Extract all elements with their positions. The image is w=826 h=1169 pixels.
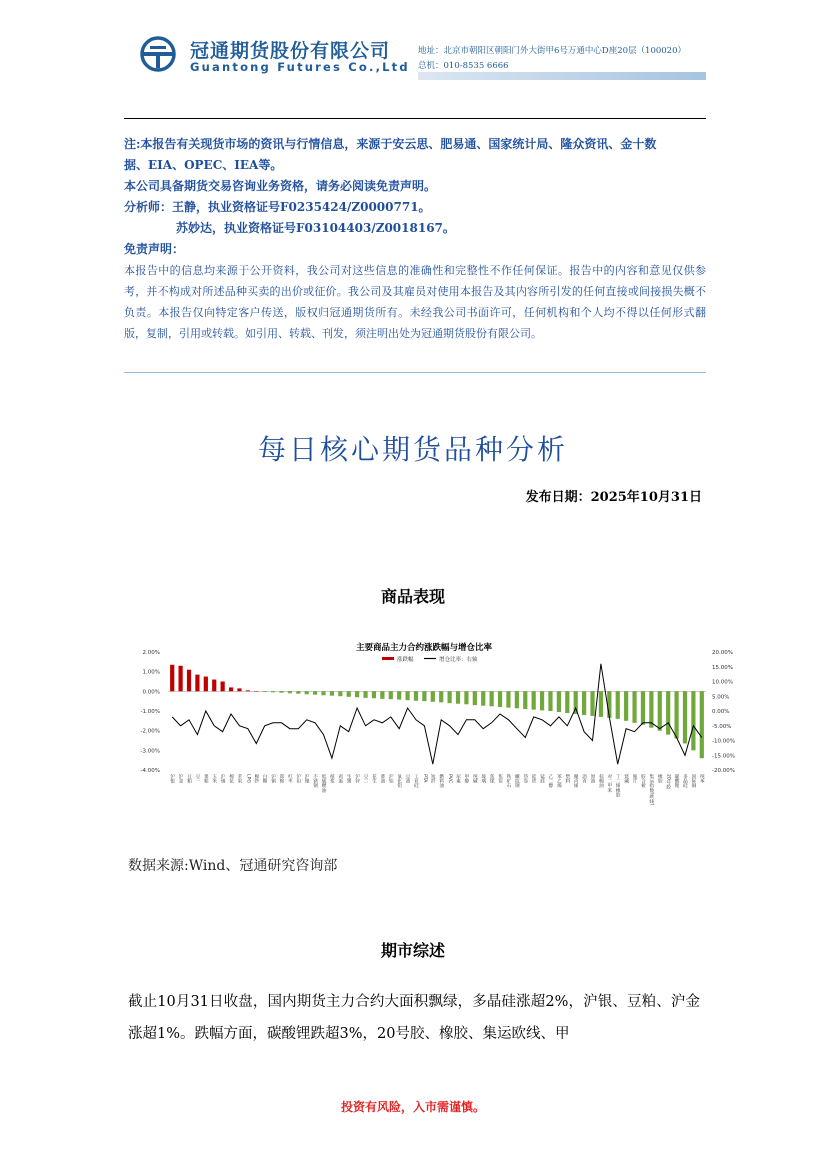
bar-change [330, 691, 334, 695]
category-tick-label: 沪镍 [304, 774, 310, 784]
category-tick-label: 胶合板 [640, 774, 646, 788]
category-tick-label: 塑料 [564, 774, 570, 784]
company-name-cn: 冠通期货股份有限公司 [190, 40, 391, 62]
analyst-line: 苏妙达，执业资格证号F03104403/Z0018167。 [176, 221, 455, 235]
category-tick-label: 20号胶 [665, 774, 671, 790]
category-tick-label: 豆二 [363, 774, 369, 784]
category-tick-label: 棉纱 [253, 774, 259, 784]
bar-change [271, 691, 275, 692]
bar-change [221, 682, 225, 692]
bar-change [473, 691, 477, 705]
bar-change [422, 691, 426, 701]
bar-change [321, 691, 325, 695]
category-tick-label: 纯苯 [699, 774, 705, 784]
company-phone: 总机：010-8535 6666 [418, 61, 509, 71]
category-tick-label: 低硫燃油 [321, 774, 327, 793]
left-axis-tick-label: 2.00% [142, 650, 160, 656]
category-tick-label: 纯碱 [472, 774, 478, 784]
bar-change [212, 680, 216, 692]
bar-change [296, 691, 300, 693]
notice-divider [124, 372, 706, 373]
category-tick-label: 白糖 [262, 774, 268, 784]
category-tick-label: 热卷 [522, 774, 528, 784]
notice-line: 注:本报告有关现货市场的资讯与行情信息，来源于安云思、肥易通、国家统计局、隆众资讯、金十数 [124, 137, 657, 151]
category-tick-label: 沪银 [169, 774, 175, 784]
legend-label-change: 涨跌幅 [397, 657, 414, 663]
header-decorative-bar [418, 72, 706, 80]
section-heading-performance: 商品表现 [380, 587, 445, 606]
bar-change [389, 691, 393, 699]
category-tick-label: 沪铜 [270, 774, 276, 784]
bar-change [523, 691, 527, 709]
bar-change [204, 677, 208, 692]
bar-change [666, 691, 670, 734]
bar-change [674, 691, 678, 738]
bar-change [363, 691, 367, 697]
category-tick-label: 沪铅 [295, 774, 301, 784]
bar-change [372, 691, 376, 698]
category-tick-label: 乙二醇 [547, 774, 553, 788]
bar-change [263, 691, 267, 692]
bar-change [590, 691, 594, 716]
bar-change [229, 687, 233, 691]
bar-change [624, 691, 628, 721]
category-tick-label: LPG [245, 774, 251, 783]
bar-change [456, 691, 460, 703]
category-tick-label: 焦煤 [489, 774, 495, 784]
legend-swatch-change [382, 657, 394, 660]
company-name-en: Guantong Futures Co.,Ltd [190, 60, 410, 74]
category-tick-label: 锰硅 [539, 774, 545, 784]
publish-date: 发布日期：2025年10月31日 [525, 490, 702, 505]
category-tick-label: 硅铁 [531, 774, 537, 784]
bar-change [691, 691, 695, 750]
category-tick-label: 玻璃 [480, 774, 486, 784]
header-divider [124, 118, 706, 119]
bar-change [347, 691, 351, 697]
right-axis-tick-label: 15.00% [712, 664, 733, 671]
bar-change [254, 691, 258, 692]
category-tick-label: 甲醇 [463, 774, 469, 784]
category-tick-label: 玉米 [211, 774, 217, 784]
category-tick-label: 豆油 [405, 774, 411, 784]
bar-change [355, 691, 359, 697]
category-tick-label: 沪金 [178, 774, 184, 784]
category-tick-label: 纸浆 [329, 774, 335, 784]
bar-change [582, 691, 586, 715]
category-tick-label: 红枣 [287, 774, 293, 784]
category-tick-label: 碳酸锂 [674, 774, 680, 788]
category-tick-label: 沪锡 [220, 774, 226, 784]
category-tick-label: 丁二烯橡胶 [615, 774, 621, 797]
bar-change [649, 691, 653, 727]
bar-change [187, 670, 191, 692]
category-tick-label: 不锈钢 [312, 774, 318, 788]
category-tick-label: 郑棉 [278, 774, 284, 784]
category-tick-label: 沥青 [581, 774, 587, 784]
category-tick-label: 花生 [371, 774, 377, 784]
left-axis-tick-label: -2.00% [140, 728, 160, 735]
bar-change [288, 691, 292, 693]
analyst-line: 分析师：王静，执业资格证号F0235424/Z0000771。 [124, 200, 431, 214]
bar-change [683, 691, 687, 743]
bar-change [490, 691, 494, 706]
notice-box [124, 134, 706, 344]
bar-change [515, 691, 519, 708]
bar-change [279, 691, 283, 692]
bar-change [179, 666, 183, 692]
line-ratio [172, 664, 702, 764]
category-tick-label: 尿素 [455, 774, 461, 784]
bar-change [641, 691, 645, 724]
bar-change [338, 691, 342, 696]
bar-change [397, 691, 401, 699]
right-axis-tick-label: 10.00% [712, 679, 733, 686]
bar-change [658, 691, 662, 730]
category-tick-label: 苯乙烯 [556, 774, 562, 788]
bar-change [313, 691, 317, 694]
right-axis-tick-label: 5.00% [712, 694, 730, 701]
bar-change [405, 691, 409, 700]
bar-change [540, 691, 544, 710]
category-tick-label: 沪铝 [388, 774, 394, 784]
bar-change [170, 665, 174, 692]
right-axis-tick-label: -10.00% [712, 738, 735, 745]
bar-change [616, 691, 620, 719]
bar-change [464, 691, 468, 704]
bar-change [195, 675, 199, 692]
category-tick-label: 焦炭 [497, 774, 503, 784]
bar-change [481, 691, 485, 705]
bar-change [380, 691, 384, 698]
category-tick-label: 沪锌 [354, 774, 360, 784]
bar-change [237, 688, 241, 691]
bar-change [246, 690, 250, 691]
notice-line: 据、EIA、OPEC、IEA等。 [124, 158, 283, 172]
bar-change [700, 691, 704, 758]
category-tick-label: 燃料油 [438, 774, 444, 788]
category-tick-label: 多晶硅 [682, 774, 688, 788]
bar-change [439, 691, 443, 702]
right-axis-tick-label: 0.00% [712, 709, 730, 715]
category-tick-label: 氧化铝 [396, 774, 402, 788]
disclaimer-title: 免责声明： [124, 242, 185, 256]
bar-change [506, 691, 510, 707]
category-tick-label: 聚丙烯 [573, 774, 579, 788]
bar-change [557, 691, 561, 712]
left-axis-tick-label: -4.00% [140, 768, 160, 774]
category-tick-label: 集运指数(欧线) [648, 774, 654, 806]
category-tick-label: 铁矿石 [505, 774, 511, 788]
category-tick-label: 生猪 [346, 774, 352, 784]
category-tick-label: 鸡蛋 [337, 774, 343, 784]
category-tick-label: PTA [421, 774, 427, 783]
right-axis-tick-label: -5.00% [712, 723, 732, 730]
left-axis-tick-label: -3.00% [140, 748, 160, 755]
right-axis-tick-label: 20.00% [712, 650, 733, 656]
left-axis-tick-label: 1.00% [142, 669, 160, 676]
category-tick-label: 螺纹钢 [514, 774, 520, 788]
right-axis-tick-label: -20.00% [712, 768, 735, 774]
bar-change [414, 691, 418, 700]
category-tick-label: 豆一 [194, 774, 200, 784]
bar-change [565, 691, 569, 713]
category-tick-label: 菜油 [379, 774, 385, 784]
category-tick-label: 国际铜 [690, 774, 696, 788]
right-axis-tick-label: -15.00% [712, 753, 735, 760]
bar-change [599, 691, 603, 717]
bar-change [431, 691, 435, 701]
bar-change [448, 691, 452, 703]
risk-warning-footer: 投资有风险，入市需谨慎。 [340, 1100, 485, 1114]
bar-change [305, 691, 309, 694]
category-tick-label: 棕榈油 [598, 774, 604, 788]
category-tick-label: 短纤 [430, 774, 436, 784]
section-heading-summary: 期市综述 [380, 941, 445, 960]
category-tick-label: 苹果 [236, 774, 242, 784]
report-title: 每日核心期货品种分析 [257, 433, 568, 466]
bar-change [632, 691, 636, 722]
bar-change [498, 691, 502, 707]
bar-change [532, 691, 536, 709]
chart-title: 主要商品主力合约涨跌幅与增仓比率 [355, 643, 493, 653]
data-source: 数据来源:Wind、冠通研究咨询部 [128, 858, 338, 874]
category-tick-label: 对二甲苯 [606, 774, 612, 793]
legend-label-ratio: 增仓比率：右轴 [439, 657, 478, 663]
category-tick-label: 烧碱 [623, 774, 629, 784]
bar-change [548, 691, 552, 711]
commodity-performance-chart [124, 638, 735, 842]
company-logo-icon [140, 36, 176, 72]
category-tick-label: PVC [447, 774, 453, 784]
company-address: 地址：北京市朝阳区朝阳门外大街甲6号万通中心D座20层（100020） [418, 46, 686, 56]
category-tick-label: 豆粕 [186, 774, 192, 784]
category-tick-label: 菜粕 [203, 774, 209, 784]
category-tick-label: 工业硅 [413, 774, 419, 788]
category-tick-label: 橡胶 [657, 774, 663, 784]
category-tick-label: 瓶片 [632, 774, 638, 784]
category-tick-label: 棉花 [228, 774, 234, 784]
market-summary-text: 截止10月31日收盘，国内期货主力合约大面积飘绿，多晶硅涨超2%，沪银、豆粕、沪金涨超1%。跌幅方面，碳酸锂跌超3%，20号胶、橡胶、集运欧线、甲 [128, 994, 700, 1042]
left-axis-tick-label: 0.00% [142, 689, 160, 696]
left-axis-tick-label: -1.00% [140, 709, 160, 715]
disclaimer-text: 本报告中的信息均来源于公开资料，我公司对这些信息的准确性和完整性不作任何保证。报告中的内容和意见仅供参考，并不构成对所述品种买卖的出价或征价。我公司及其雇员对使用本报告及其内容所引发的任何直接或间接损失概不负责。本报告仅向特定客户传送，版权归冠通期货所有。未经我公司书面许可，任何机构和个人均不得以任何形式翻版，复制，引用或转载。如引用、转载、刊发，须注明出处为冠通期货股份有限公司。 [124, 264, 706, 340]
notice-line: 本公司具备期货交易咨询业务资格，请务必阅读免责声明。 [124, 179, 437, 193]
category-tick-label: 原油 [590, 774, 596, 784]
